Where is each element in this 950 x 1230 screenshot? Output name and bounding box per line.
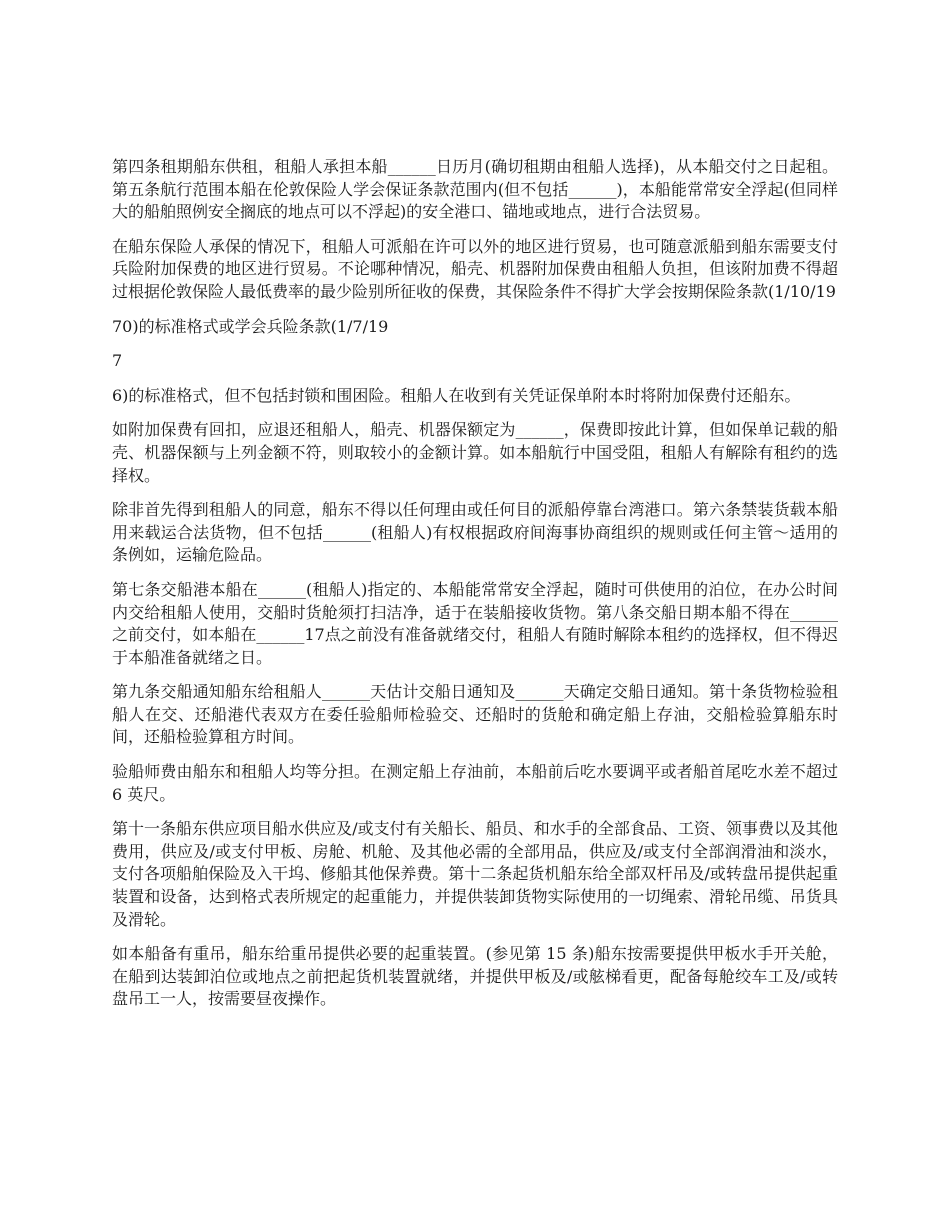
paragraph-prohibited-cargo: 除非首先得到租船人的同意，船东不得以任何理由或任何目的派船停靠台湾港口。第六条禁装货载本船用来载运合法货物，但不包括______(租船人)有权根据政府间海事协商组织的规则或任何主管～适用的条例如，运输危险品。	[112, 500, 838, 565]
paragraph-standard-form-fragment-1: 70)的标准格式或学会兵险条款(1/7/19	[112, 316, 389, 336]
paragraph-premium-rebate: 如附加保费有回扣，应退还租船人，船壳、机器保额定为______，保费即按此计算，但如保单记载的船壳、机器保额与上列金额不符，则取较小的金额计算。如本船航行中国受阻，租船人有解除有租约的选择权。	[112, 420, 838, 485]
paragraph-heavy-lift: 如本船备有重吊，船东给重吊提供必要的起重装置。(参见第 15 条)船东按需要提供甲板水手开关舱，在船到达装卸泊位或地点之前把起货机装置就绪，并提供甲板及/或舷梯看更，配备每舱绞车工及/或转盘吊工一人，按需要昼夜操作。	[112, 944, 838, 1009]
paragraph-owner-supplies-and-gear: 第十一条船东供应项目船水供应及/或支付有关船长、船员、和水手的全部食品、工资、领事费以及其他费用，供应及/或支付甲板、房舱、机舱、及其他必需的全部用品，供应及/或支付全部润滑油和淡水，支付各项船舶保险及入干坞、修船其他保养费。第十二条起货机船东给全部双杆吊及/或转盘吊提供起重装置和设备，达到格式表所规定的起重能力，并提供装卸货物实际使用的一切绳索、滑轮吊缆、吊货具及滑轮。	[112, 819, 838, 929]
paragraph-war-risk-premium: 在船东保险人承保的情况下，租船人可派船在许可以外的地区进行贸易，也可随意派船到船东需要支付兵险附加保费的地区进行贸易。不论哪种情况，船壳、机器附加保费由租船人负担，但该附加费不得超过根据伦敦保险人最低费率的最少险别所征收的保费，其保险条件不得扩大学会按期保险条款(1/10/19	[112, 236, 838, 301]
paragraph-delivery-notice-and-survey: 第九条交船通知船东给租船人______天估计交船日通知及______天确定交船日通知。第十条货物检验租船人在交、还船港代表双方在委任验船师检验交、还船时的货舱和确定船上存油，交船检验算船东时间，还船检验算租方时间。	[112, 682, 838, 747]
paragraph-term-and-trading-limits: 第四条租期船东供租，租船人承担本船______日历月(确切租期由租船人选择)，从本船交付之日起租。第五条航行范围本船在伦敦保险人学会保证条款范围内(但不包括______)，本船能常常安全浮起(但同样大的船舶照例安全搁底的地点可以不浮起)的安全港口、锚地或地点，进行合法贸易。	[112, 157, 838, 222]
paragraph-delivery-port-and-date: 第七条交船港本船在______(租船人)指定的、本船能常常安全浮起，随时可供使用的泊位，在办公时间内交给租船人使用，交船时货舱须打扫洁净，适于在装船接收货物。第八条交船日期本船不得在______之前交付，如本船在______17点之前没有准备就绪交付，租船人有随时解除本租约的选择权，但不得迟于本船准备就绪之日。	[112, 579, 838, 667]
document-page	[112, 156, 838, 1023]
paragraph-surveyor-fees: 验船师费由船东和租船人均等分担。在测定船上存油前，本船前后吃水要调平或者船首尾吃水差不超过 6 英尺。	[112, 762, 838, 804]
paragraph-standard-form-fragment-2: 7	[112, 351, 123, 371]
paragraph-blockade-exclusion: 6)的标准格式，但不包括封锁和围困险。租船人在收到有关凭证保单附本时将附加保费付还船东。	[112, 385, 801, 405]
